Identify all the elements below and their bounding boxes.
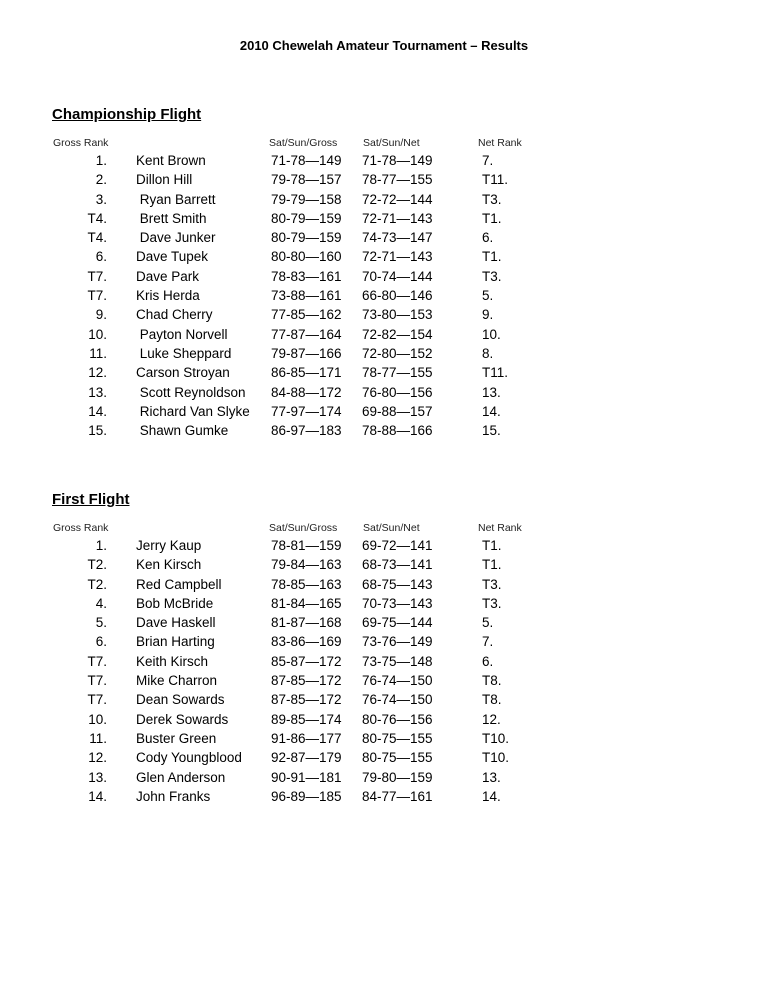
results-table — [0, 538, 768, 808]
table-row — [0, 770, 768, 789]
net-score: 79-80—159 — [362, 769, 433, 785]
net-rank: T10. — [482, 730, 510, 746]
net-rank: T3. — [482, 191, 502, 207]
player-name: Dave Haskell — [136, 615, 216, 631]
table-row — [0, 692, 768, 711]
net-score: 80-75—155 — [362, 750, 433, 766]
net-rank: 14. — [482, 788, 501, 804]
gross-score: 77-87—164 — [271, 326, 342, 342]
gross-score: 90-91—181 — [271, 769, 342, 785]
gross-rank: 10. — [88, 326, 107, 342]
header-gross: Sat/Sun/Gross — [269, 522, 338, 534]
header-net: Sat/Sun/Net — [363, 137, 420, 149]
gross-rank: T2. — [87, 557, 107, 573]
gross-score: 87-85—172 — [271, 692, 342, 708]
player-name: Cody Youngblood — [136, 750, 242, 766]
gross-score: 79-84—163 — [271, 557, 342, 573]
gross-rank: T7. — [87, 653, 107, 669]
gross-score: 92-87—179 — [271, 750, 342, 766]
gross-score: 96-89—185 — [271, 788, 342, 804]
table-row — [0, 789, 768, 808]
net-rank: 13. — [482, 384, 501, 400]
gross-score: 77-85—162 — [271, 307, 342, 323]
net-rank: 5. — [482, 288, 494, 304]
gross-score: 80-79—159 — [271, 230, 342, 246]
gross-rank: T2. — [87, 576, 107, 592]
player-name: Carson Stroyan — [136, 365, 230, 381]
table-row — [0, 385, 768, 404]
gross-rank: 15. — [88, 423, 107, 439]
net-score: 78-77—155 — [362, 172, 433, 188]
table-row — [0, 192, 768, 211]
player-name: Glen Anderson — [136, 769, 226, 785]
header-gross-rank: Gross Rank — [53, 137, 109, 149]
gross-rank: T4. — [87, 210, 107, 226]
gross-score: 86-85—171 — [271, 365, 342, 381]
gross-rank: 5. — [95, 615, 107, 631]
net-rank: T3. — [482, 595, 502, 611]
net-rank: 7. — [482, 153, 494, 168]
net-score: 80-75—155 — [362, 730, 433, 746]
gross-score: 79-79—158 — [271, 191, 342, 207]
player-name: Kris Herda — [136, 288, 200, 304]
gross-score: 83-86—169 — [271, 634, 342, 650]
net-rank: T8. — [482, 692, 502, 708]
net-rank: T8. — [482, 673, 502, 689]
gross-rank: 12. — [88, 365, 107, 381]
table-row — [0, 615, 768, 634]
player-name: Dean Sowards — [136, 692, 225, 708]
net-rank: 8. — [482, 345, 494, 361]
net-score: 73-80—153 — [362, 307, 433, 323]
gross-rank: 9. — [95, 307, 107, 323]
player-name: Brett Smith — [136, 210, 207, 226]
net-rank: 12. — [482, 711, 501, 727]
table-row — [0, 211, 768, 230]
gross-score: 78-85—163 — [271, 576, 342, 592]
net-rank: 13. — [482, 769, 501, 785]
net-score: 73-75—148 — [362, 653, 433, 669]
net-score: 78-88—166 — [362, 423, 433, 439]
gross-rank: 6. — [95, 249, 107, 265]
table-row — [0, 712, 768, 731]
table-row — [0, 172, 768, 191]
gross-score: 81-84—165 — [271, 595, 342, 611]
gross-score: 84-88—172 — [271, 384, 342, 400]
player-name: Red Campbell — [136, 576, 222, 592]
gross-score: 77-97—174 — [271, 403, 342, 419]
gross-rank: 6. — [95, 634, 107, 650]
player-name: Buster Green — [136, 730, 217, 746]
player-name: Mike Charron — [136, 673, 218, 689]
gross-score: 78-81—159 — [271, 538, 342, 553]
gross-rank: 10. — [88, 711, 107, 727]
table-row — [0, 673, 768, 692]
net-score: 73-76—149 — [362, 634, 433, 650]
net-score: 78-77—155 — [362, 365, 433, 381]
net-rank: 7. — [482, 634, 494, 650]
player-name: Scott Reynoldson — [136, 384, 246, 400]
flight-heading: First Flight — [52, 491, 130, 508]
gross-rank: 2. — [95, 172, 107, 188]
net-score: 80-76—156 — [362, 711, 433, 727]
net-rank: 6. — [482, 653, 494, 669]
gross-score: 79-87—166 — [271, 345, 342, 361]
gross-rank: T7. — [87, 692, 107, 708]
player-name: Luke Sheppard — [136, 345, 232, 361]
table-row — [0, 346, 768, 365]
gross-rank: 4. — [95, 595, 107, 611]
net-score: 72-71—143 — [362, 210, 433, 226]
gross-score: 86-97—183 — [271, 423, 342, 439]
net-rank: T1. — [482, 249, 502, 265]
net-score: 69-72—141 — [362, 538, 433, 553]
gross-rank: 14. — [88, 403, 107, 419]
net-score: 70-74—144 — [362, 268, 433, 284]
player-name: Ryan Barrett — [136, 191, 216, 207]
net-rank: T1. — [482, 538, 502, 553]
gross-score: 89-85—174 — [271, 711, 342, 727]
net-score: 72-72—144 — [362, 191, 433, 207]
gross-score: 87-85—172 — [271, 673, 342, 689]
net-rank: 10. — [482, 326, 501, 342]
player-name: John Franks — [136, 788, 211, 804]
net-score: 66-80—146 — [362, 288, 433, 304]
table-row — [0, 365, 768, 384]
player-name: Chad Cherry — [136, 307, 213, 323]
net-score: 72-82—154 — [362, 326, 433, 342]
gross-rank: 11. — [89, 730, 107, 746]
results-table — [0, 153, 768, 442]
net-score: 84-77—161 — [362, 788, 433, 804]
net-rank: T1. — [482, 557, 502, 573]
gross-rank: 11. — [89, 345, 107, 361]
player-name: Dave Tupek — [136, 249, 209, 265]
table-row — [0, 538, 768, 557]
gross-score: 78-83—161 — [271, 268, 342, 284]
table-row — [0, 634, 768, 653]
gross-score: 80-79—159 — [271, 210, 342, 226]
gross-score: 79-78—157 — [271, 172, 342, 188]
table-row — [0, 731, 768, 750]
player-name: Derek Sowards — [136, 711, 229, 727]
document-title: 2010 Chewelah Amateur Tournament – Results — [239, 38, 529, 53]
player-name: Brian Harting — [136, 634, 215, 650]
net-rank: T3. — [482, 268, 502, 284]
net-score: 69-75—144 — [362, 615, 433, 631]
table-row — [0, 654, 768, 673]
player-name: Jerry Kaup — [136, 538, 202, 553]
gross-rank: T7. — [87, 288, 107, 304]
table-row — [0, 327, 768, 346]
net-score: 69-88—157 — [362, 403, 433, 419]
player-name: Dillon Hill — [136, 172, 193, 188]
net-score: 76-80—156 — [362, 384, 433, 400]
player-name: Ken Kirsch — [136, 557, 202, 573]
header-net: Sat/Sun/Net — [363, 522, 420, 534]
gross-rank: 3. — [95, 191, 107, 207]
net-rank: 5. — [482, 615, 494, 631]
table-row — [0, 577, 768, 596]
net-score: 68-75—143 — [362, 576, 433, 592]
net-score: 70-73—143 — [362, 595, 433, 611]
net-score: 72-71—143 — [362, 249, 433, 265]
net-score: 74-73—147 — [362, 230, 433, 246]
gross-rank: 14. — [88, 788, 107, 804]
gross-rank: T7. — [87, 268, 107, 284]
player-name: Shawn Gumke — [136, 423, 229, 439]
player-name: Payton Norvell — [136, 326, 228, 342]
net-rank: T1. — [482, 210, 502, 226]
net-rank: 14. — [482, 403, 501, 419]
net-rank: T11. — [482, 365, 509, 381]
header-gross: Sat/Sun/Gross — [269, 137, 338, 149]
player-name: Richard Van Slyke — [136, 403, 250, 419]
gross-rank: 13. — [88, 384, 107, 400]
net-score: 76-74—150 — [362, 673, 433, 689]
net-rank: 6. — [482, 230, 494, 246]
gross-score: 73-88—161 — [271, 288, 342, 304]
table-row — [0, 750, 768, 769]
gross-rank: 1. — [95, 153, 107, 168]
net-score: 76-74—150 — [362, 692, 433, 708]
table-row — [0, 404, 768, 423]
table-row — [0, 153, 768, 172]
net-score: 71-78—149 — [362, 153, 433, 168]
gross-rank: T7. — [87, 673, 107, 689]
gross-score: 81-87—168 — [271, 615, 342, 631]
gross-rank: T4. — [87, 230, 107, 246]
net-score: 72-80—152 — [362, 345, 433, 361]
net-score: 68-73—141 — [362, 557, 433, 573]
table-row — [0, 288, 768, 307]
player-name: Keith Kirsch — [136, 653, 209, 669]
player-name: Dave Park — [136, 268, 200, 284]
gross-score: 71-78—149 — [271, 153, 342, 168]
net-rank: T11. — [482, 172, 509, 188]
player-name: Dave Junker — [136, 230, 216, 246]
table-row — [0, 307, 768, 326]
gross-score: 91-86—177 — [271, 730, 342, 746]
net-rank: T3. — [482, 576, 502, 592]
gross-rank: 13. — [88, 769, 107, 785]
player-name: Kent Brown — [136, 153, 206, 168]
player-name: Bob McBride — [136, 595, 214, 611]
gross-rank: 1. — [95, 538, 107, 553]
header-net-rank: Net Rank — [478, 137, 522, 149]
gross-score: 85-87—172 — [271, 653, 342, 669]
header-net-rank: Net Rank — [478, 522, 522, 534]
net-rank: 15. — [482, 423, 501, 439]
gross-score: 80-80—160 — [271, 249, 342, 265]
table-row — [0, 596, 768, 615]
table-row — [0, 557, 768, 576]
gross-rank: 12. — [88, 750, 107, 766]
table-row — [0, 249, 768, 268]
net-rank: 9. — [482, 307, 494, 323]
table-row — [0, 230, 768, 249]
table-row — [0, 423, 768, 442]
table-row — [0, 269, 768, 288]
net-rank: T10. — [482, 750, 510, 766]
flight-heading: Championship Flight — [52, 106, 202, 123]
header-gross-rank: Gross Rank — [53, 522, 109, 534]
